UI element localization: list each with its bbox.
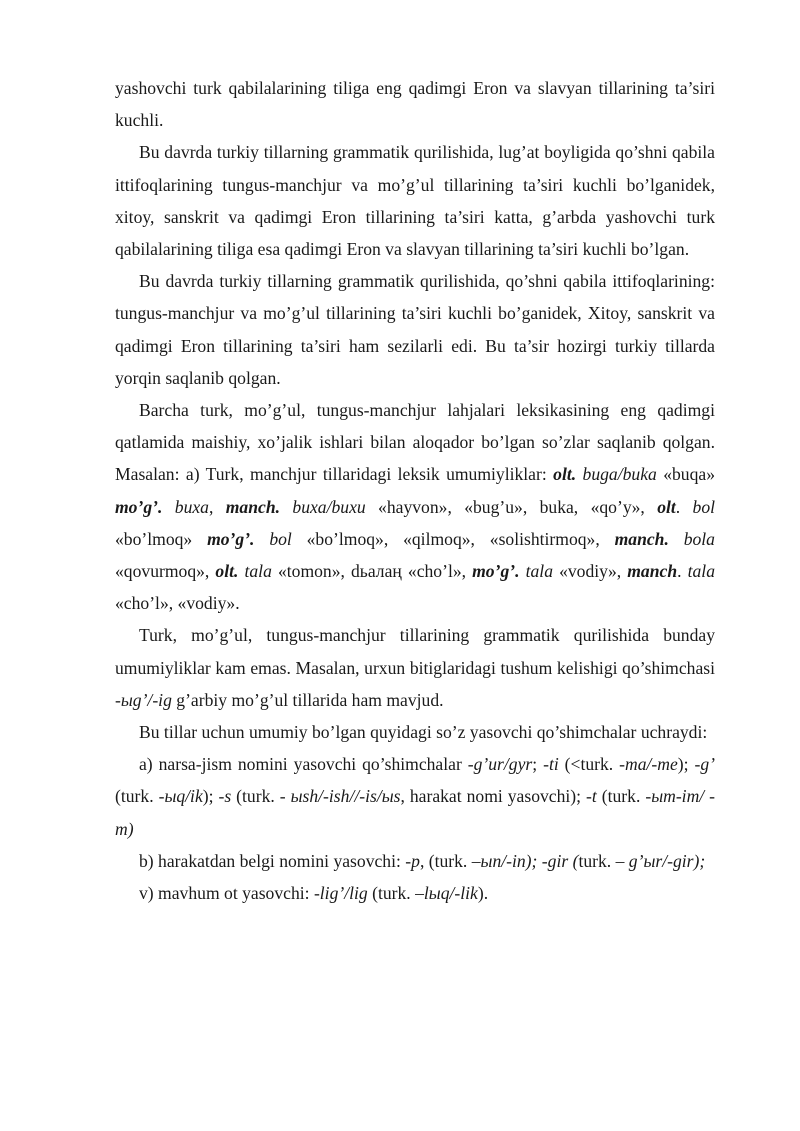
paragraph-7 <box>115 845 715 877</box>
text-run: Barcha turk, mo’g’ul, tungus-manchjur lahjalari leksikasining eng qadimgi qatlamida maishiy, xo’jalik ishlari bilan aloqador bo’lgan so’zlar saqlanib qolgan. Masalan: a) Turk, manchjur tillaridagi leksik umumiyliklar: <box>115 400 715 485</box>
text-run: Bu davrda turkiy tillarning grammatik qurilishida, qo’shni qabila ittifoqlarining: tungus-manchjur va mo’g’ul tillarining ta’siri kuchli bo’ganidek, Xitoy, sanskrit va qadimgi Eron tillarining ta’siri ham sezilarli edi. Bu ta’sir hozirgi turkiy tillarda yorqin saqlanib qolgan. <box>115 271 715 388</box>
example-term: -ыq/ik <box>158 786 203 807</box>
text-run: v) mavhum ot yasovchi: <box>139 883 314 904</box>
text-run <box>162 497 174 517</box>
example-term: buga/buka <box>582 464 657 485</box>
example-term: – g’ыr/-gir); <box>615 850 706 871</box>
example-term: buxa/buxu <box>292 496 366 517</box>
example-term: -ыg’/-ig <box>115 689 172 710</box>
text-run: ; <box>532 754 544 775</box>
example-term: -lig’/lig <box>313 883 368 904</box>
text-run: Bu tillar uchun umumiy bo’lgan quyidagi so’z yasovchi qo’shimchalar uchraydi: <box>139 722 708 743</box>
text-run: , harakat nomi yasovchi); <box>400 786 587 807</box>
text-run: . <box>677 561 688 582</box>
abbrev-label: olt. <box>215 561 239 582</box>
text-run <box>254 529 269 549</box>
text-run: (turk. <box>367 883 416 904</box>
paragraph-8 <box>115 877 715 909</box>
text-run: ); <box>202 786 219 807</box>
text-run: g’arbiy mo’g’ul tillarida ham mavjud. <box>171 689 444 710</box>
text-run: «bo’lmoq» <box>115 528 208 549</box>
text-run: Bu davrda turkiy tillarning grammatik qurilishida, lug’at boyligida qo’shni qabila ittifoqlarining tungus-manchjur va mo’g’ul tillarining ta’siri kuchli bo’lganidek, xitoy, sanskrit va qadimgi Eron tillarining ta’siri katta, g’arbda yashovchi turk qabilalarining tiliga esa qadimgi Eron va slavyan tillarining ta’siri kuchli bo’lgan. <box>115 142 715 260</box>
abbrev-label: mo’g’. <box>472 561 520 582</box>
text-run: «hayvon», «bug’u», buka, «qo’y», <box>365 496 658 517</box>
example-term: -t <box>586 786 597 807</box>
paragraph-4 <box>115 619 715 716</box>
text-run: (turk. <box>115 786 159 807</box>
text-run: (turk. <box>596 786 646 807</box>
paragraph-2 <box>115 265 715 394</box>
example-term: tala <box>244 561 272 582</box>
abbrev-label: olt <box>657 496 676 517</box>
text-run: b) harakatdan belgi nomini yasovchi: <box>139 850 406 871</box>
example-term: ma/-me <box>625 754 678 775</box>
text-run: «qovurmoq», <box>115 561 216 582</box>
text-run: «cho’l», «vodiy». <box>115 593 240 614</box>
abbrev-label: manch. <box>225 496 281 517</box>
abbrev-label: olt. <box>553 464 577 485</box>
example-term: -s <box>218 786 232 807</box>
text-run: ). <box>477 883 489 904</box>
example-term: -ti <box>543 754 559 775</box>
text-run: turk. <box>578 850 616 871</box>
text-run: (turk. - <box>231 786 291 807</box>
text-run: , <box>208 496 226 517</box>
paragraph-1 <box>115 136 715 265</box>
text-run: , (turk. <box>419 850 472 871</box>
example-term: bola <box>683 528 715 549</box>
paragraph-3 <box>115 394 715 619</box>
example-term: bol <box>692 496 716 517</box>
text-run: «vodiy», <box>553 561 628 582</box>
paragraph-5 <box>115 716 715 748</box>
example-term: -ыm-im/ -m) <box>115 786 716 839</box>
body-text <box>115 72 715 909</box>
text-run: «tomon», dьалаң «cho’l», <box>271 561 473 582</box>
abbrev-label: manch <box>627 561 678 582</box>
example-term: bol <box>269 528 292 549</box>
paragraph-0 <box>115 72 715 136</box>
abbrev-label: manch. <box>614 528 669 549</box>
example-term: tala <box>525 561 553 582</box>
example-term: buxa <box>174 496 209 517</box>
text-run <box>280 497 292 517</box>
example-term: –lыq/-lik <box>415 883 478 904</box>
example-term: ыsh/-ish//-is/ыs <box>290 786 401 807</box>
example-term: -p <box>405 850 420 871</box>
text-run: «buqa» <box>656 464 716 485</box>
text-run: (<turk. - <box>558 754 626 775</box>
example-term: -g’ <box>694 754 715 775</box>
abbrev-label: mo’g’. <box>207 528 255 549</box>
text-run: ); <box>677 754 695 775</box>
text-run: . <box>675 496 693 517</box>
text-run: yashovchi turk qabilalarining tiliga eng qadimgi Eron va slavyan tillarining ta’siri kuchli. <box>115 78 715 131</box>
text-run: Turk, mo’g’ul, tungus-manchjur tillarining grammatik qurilishida bunday umumiyliklar kam emas. Masalan, urxun bitiglaridagi tushum kelishigi qo’shimchasi <box>115 625 715 678</box>
example-term: -g’ur/gyr <box>467 754 533 775</box>
text-run: a) narsa-jism nomini yasovchi qo’shimchalar <box>139 754 468 775</box>
text-run: «bo’lmoq», «qilmoq», «solishtirmoq», <box>291 528 615 549</box>
example-term: –ыn/-in); -gir ( <box>471 850 579 871</box>
abbrev-label: mo’g’. <box>115 496 163 517</box>
paragraph-6 <box>115 748 715 845</box>
example-term: tala <box>687 561 715 582</box>
text-run <box>669 529 684 549</box>
